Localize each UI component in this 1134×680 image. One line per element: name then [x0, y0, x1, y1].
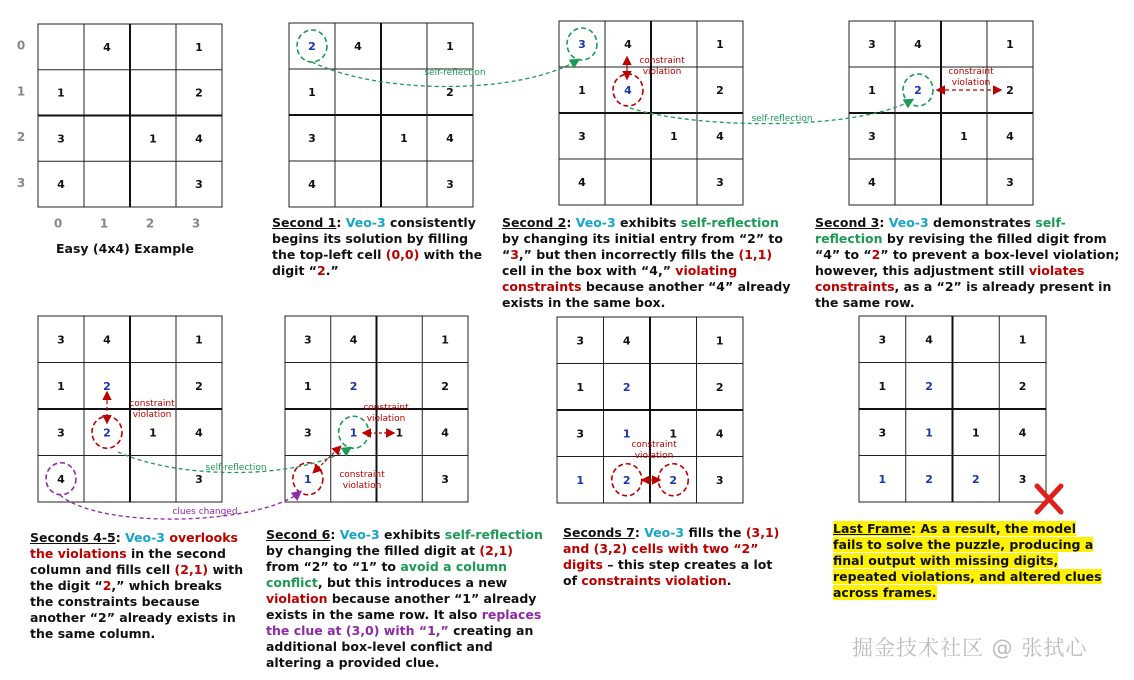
cell-value: 1 [349, 426, 358, 440]
sudoku-grid-7 [859, 316, 1046, 502]
caption-second-1: Second 1: Veo-3 consistently begins its solution by filling the top-left cell (0,0) with the digit “2.” [272, 215, 483, 278]
cell-value: 1 [400, 132, 408, 145]
cell-value: 3 [57, 426, 65, 440]
caption-second-6: Second 6: Veo-3 exhibits self-reflection by changing the filled digit at (2,1) from “2” to “1” to avoid a column conflict, but this introduces a new violation because another “1” already exists in the same row. It also replaces the clue at (3,0) with “1,” creating an additional box-level conflict and altering a provided clue. [266, 527, 543, 670]
cell-value: 2 [716, 84, 724, 97]
cell-value: 2 [308, 40, 316, 53]
cell-value: 2 [103, 426, 111, 440]
cell-value: 4 [308, 178, 316, 191]
cell-value: 4 [624, 38, 632, 51]
constraint-label-g5b-line2: violation [342, 481, 382, 491]
caption-last-frame: Last Frame: As a result, the model fails to solve the puzzle, producing a final output with missing digits, repeated violations, and altered clues across frames. [833, 521, 1102, 600]
cell-value: 3 [716, 176, 724, 189]
constraint-label-g2-line1: constraint [639, 56, 685, 66]
cell-value: 3 [304, 333, 312, 347]
cell-value: 2 [715, 380, 724, 394]
cell-value: 4 [716, 130, 724, 143]
cell-value: 4 [103, 40, 111, 54]
self-reflection-label-3: self-reflection [205, 463, 267, 473]
caption-3-lead: Second 3 [815, 215, 880, 230]
cell-value: 1 [670, 130, 678, 143]
cell-value: 1 [195, 40, 203, 54]
cell-value: 2 [622, 380, 631, 394]
cell-value: 2 [349, 379, 358, 393]
sudoku-grid-1 [289, 23, 473, 207]
constraint-label-g4-line1: constraint [129, 399, 175, 409]
cell-value: 2 [195, 379, 203, 393]
constraint-label-g6-line1: constraint [631, 440, 677, 450]
cell-value: 4 [578, 176, 586, 189]
cell-value: 1 [308, 86, 316, 99]
cell-value: 4 [57, 472, 65, 486]
cell-value: 2 [925, 379, 933, 393]
cell-value: 3 [441, 472, 449, 486]
cell-value: 2 [622, 473, 631, 487]
cell-value: 3 [715, 473, 724, 487]
cell-value: 4 [195, 132, 203, 146]
cell-value: 1 [878, 379, 887, 393]
cell-value: 3 [576, 427, 585, 441]
cell-value: 3 [1018, 472, 1027, 486]
caption-6-lead: Seconds 7 [563, 525, 635, 540]
cell-value: 1 [441, 333, 449, 347]
cell-value: 3 [868, 130, 876, 143]
cell-value: 2 [1018, 379, 1027, 393]
cell-value: 4 [622, 334, 631, 348]
sudoku-grid-6 [557, 317, 743, 503]
col-axis-label: 2 [145, 216, 155, 231]
sudoku-grid-4 [38, 316, 222, 502]
caption-seconds-4-5: Seconds 4-5: Veo-3 overlooks the violations in the second column and fills cell (2,1) with the digit “2,” which breaks the constraints because another “2” already exists in the same column. [30, 530, 244, 641]
cell-value: 4 [441, 426, 449, 440]
cell-value: 1 [149, 426, 157, 440]
constraint-label-g5b-line1: constraint [339, 470, 385, 480]
cell-value: 2 [195, 86, 203, 100]
cell-value: 3 [57, 132, 65, 146]
cell-value: 1 [304, 472, 312, 486]
cell-value: 2 [925, 472, 933, 486]
cell-value: 3 [304, 426, 312, 440]
cell-value: 1 [576, 473, 585, 487]
cell-value: 4 [354, 40, 362, 53]
constraint-label-g5a-line1: constraint [363, 403, 409, 413]
caption-seconds-7: Seconds 7: Veo-3 fills the (3,1) and (3,2) cells with two “2” digits – this step creates a lot of constraints violation. [563, 525, 780, 588]
row-axis-label: 2 [16, 130, 26, 144]
caption-4-lead: Seconds 4-5 [30, 530, 116, 545]
self-reflection-label-2: self-reflection [751, 114, 813, 124]
caption-7-lead: Last Frame [833, 521, 912, 536]
caption-second-3: Second 3: Veo-3 demonstrates self-reflection by revising the filled digit from “4” to “2” to prevent a box-level violation; however, this adjustment still violates constraints, as a “2” is already present in the same row. [815, 215, 1120, 310]
col-axis-label: 3 [191, 216, 201, 231]
cell-value: 4 [446, 132, 454, 145]
cell-value: 1 [716, 38, 724, 51]
constraint-label-g6-line2: violation [634, 451, 674, 461]
cell-value: 1 [578, 84, 586, 97]
clues-changed-label: clues changed [172, 507, 238, 517]
cell-value: 3 [195, 472, 203, 486]
caption-second-2: Second 2: Veo-3 exhibits self-reflection by changing its initial entry from “2” to “3,” but then incorrectly fills the (1,1) cell in the box with “4,” violating constraints because another “4” already exists in the same box. [502, 215, 791, 310]
cell-value: 3 [195, 178, 203, 192]
cell-value: 4 [57, 178, 65, 192]
cell-value: 4 [868, 176, 876, 189]
cell-value: 1 [57, 379, 65, 393]
caption-5-lead: Second 6 [266, 527, 331, 542]
cell-value: 1 [395, 426, 404, 440]
cell-value: 2 [972, 472, 980, 486]
cell-value: 4 [103, 333, 111, 347]
cell-value: 2 [441, 379, 449, 393]
cell-value: 1 [972, 426, 980, 440]
watermark: 掘金技术社区 @ 张拭心 [852, 636, 1088, 660]
cell-value: 3 [878, 426, 887, 440]
cell-value: 1 [1018, 333, 1027, 347]
col-axis-label: 0 [53, 216, 63, 231]
cell-value: 1 [669, 427, 678, 441]
self-reflection-label-1: self-reflection [424, 68, 486, 78]
caption-1-lead: Second 1 [272, 215, 337, 230]
cell-value: 4 [1018, 426, 1027, 440]
cell-value: 4 [715, 427, 724, 441]
red-x-icon [1037, 486, 1061, 512]
constraint-label-g4-line2: violation [132, 410, 172, 420]
cell-value: 2 [914, 84, 922, 97]
cell-value: 3 [578, 38, 586, 51]
cell-value: 4 [925, 333, 933, 347]
cell-value: 3 [576, 334, 585, 348]
col-axis-label: 1 [99, 216, 109, 231]
constraint-label-g3-line2: violation [951, 78, 991, 88]
cell-value: 4 [195, 426, 203, 440]
cell-value: 1 [715, 334, 724, 348]
cell-value: 2 [446, 86, 454, 99]
constraint-label-g2-line2: violation [642, 67, 682, 77]
cell-value: 1 [960, 130, 968, 143]
row-axis-label: 3 [16, 175, 26, 190]
cell-value: 1 [57, 86, 65, 100]
cell-value: 1 [195, 333, 203, 347]
cell-value: 2 [1006, 84, 1014, 97]
cell-value: 1 [868, 84, 876, 97]
cell-value: 4 [624, 84, 632, 97]
cell-value: 4 [349, 333, 358, 347]
row-axis-label: 1 [16, 84, 26, 99]
cell-value: 3 [578, 130, 586, 143]
cell-value: 1 [446, 40, 454, 53]
cell-value: 4 [914, 38, 922, 51]
cell-value: 3 [308, 132, 316, 145]
caption-2-lead: Second 2 [502, 215, 567, 230]
cell-value: 2 [103, 379, 111, 393]
cell-value: 1 [149, 132, 157, 146]
cell-value: 3 [446, 178, 454, 191]
constraint-label-g3-line1: constraint [948, 67, 994, 77]
row-axis-label: 0 [16, 38, 26, 53]
sudoku-grid-0 [38, 24, 222, 207]
constraint-label-g5a-line2: violation [366, 414, 406, 424]
cell-value: 1 [925, 426, 933, 440]
cell-value: 1 [878, 472, 887, 486]
cell-value: 3 [57, 333, 65, 347]
cell-value: 1 [576, 380, 585, 394]
cell-value: 4 [1006, 130, 1014, 143]
cell-value: 3 [878, 333, 887, 347]
cell-value: 3 [868, 38, 876, 51]
cell-value: 2 [669, 473, 678, 487]
easy-example-label: Easy (4x4) Example [56, 241, 194, 256]
cell-value: 1 [622, 427, 631, 441]
cell-value: 3 [1006, 176, 1014, 189]
cell-value: 1 [1006, 38, 1014, 51]
cell-value: 1 [304, 379, 312, 393]
